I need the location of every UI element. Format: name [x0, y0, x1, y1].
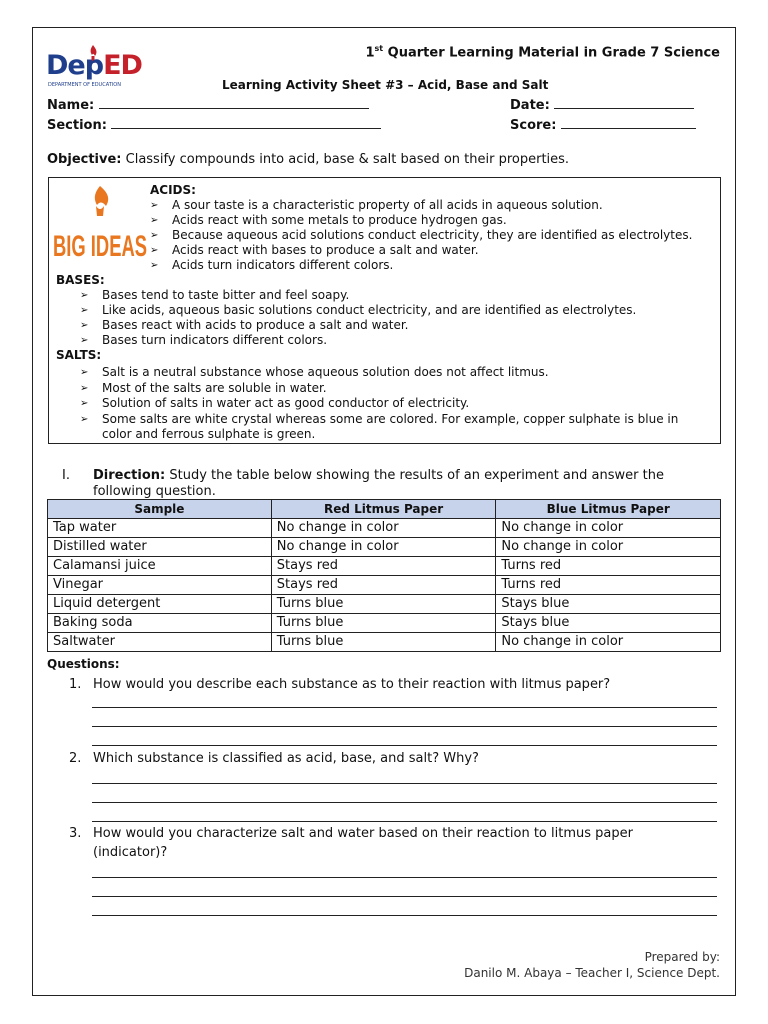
- bullet-arrow-icon: ➢: [150, 245, 159, 256]
- table-cell: Turns blue: [271, 595, 496, 614]
- bullet-arrow-icon: ➢: [80, 320, 89, 331]
- question-text-cont: (indicator)?: [93, 845, 168, 860]
- bullet-item: Acids react with some metals to produce hydrogen gas.: [172, 213, 507, 227]
- bullet-item: Acids react with bases to produce a salt and water.: [172, 243, 479, 257]
- author: Danilo M. Abaya – Teacher I, Science Dept.: [464, 966, 720, 980]
- bullet-item: Bases react with acids to produce a salt and water.: [102, 318, 409, 332]
- score-field[interactable]: Score:: [510, 116, 696, 133]
- table-row: [48, 576, 721, 595]
- answer-line[interactable]: [92, 896, 717, 897]
- deped-logo: [46, 44, 142, 88]
- bullet-item: Bases tend to taste bitter and feel soapy.: [102, 288, 350, 302]
- table-cell: No change in color: [496, 633, 721, 652]
- logo-subtitle: DEPARTMENT OF EDUCATION: [48, 82, 121, 88]
- table-cell: Stays red: [271, 576, 496, 595]
- bullet-arrow-icon: ➢: [80, 305, 89, 316]
- answer-line[interactable]: [92, 783, 717, 784]
- salts-heading: SALTS:: [56, 348, 102, 362]
- questions-heading: Questions:: [47, 657, 120, 671]
- bullet-item: Acids turn indicators different colors.: [172, 258, 394, 272]
- question-text: Which substance is classified as acid, base, and salt? Why?: [93, 751, 479, 766]
- bullet-arrow-icon: ➢: [80, 367, 89, 378]
- bullet-arrow-icon: ➢: [80, 335, 89, 346]
- answer-line[interactable]: [92, 915, 717, 916]
- table-cell: Baking soda: [48, 614, 272, 633]
- table-cell: Turns red: [496, 576, 721, 595]
- grade-line: 1st Quarter Learning Material in Grade 7 Science: [365, 44, 720, 61]
- bullet-arrow-icon: ➢: [80, 290, 89, 301]
- bases-heading: BASES:: [56, 273, 105, 287]
- table-cell: Saltwater: [48, 633, 272, 652]
- bullet-item: Most of the salts are soluble in water.: [102, 380, 327, 395]
- name-field[interactable]: Name:: [47, 96, 369, 113]
- bullet-arrow-icon: ➢: [150, 200, 159, 211]
- question-text: How would you describe each substance as to their reaction with litmus paper?: [93, 677, 611, 692]
- table-row: [48, 557, 721, 576]
- direction-numeral: I.: [62, 468, 70, 483]
- table-row: [48, 519, 721, 538]
- table-header: Red Litmus Paper: [271, 500, 496, 519]
- answer-line[interactable]: [92, 821, 717, 822]
- table-cell: Turns blue: [271, 614, 496, 633]
- table-cell: Stays blue: [496, 614, 721, 633]
- direction: Direction: Study the table below showing the results of an experiment and answer the: [93, 468, 664, 483]
- table-cell: Calamansi juice: [48, 557, 272, 576]
- bullet-item: Solution of salts in water act as good conductor of electricity.: [102, 396, 470, 410]
- table-cell: Stays blue: [496, 595, 721, 614]
- table-cell: No change in color: [496, 538, 721, 557]
- bullet-item: Bases turn indicators different colors.: [102, 333, 328, 347]
- table-cell: Turns blue: [271, 633, 496, 652]
- bullet-arrow-icon: ➢: [80, 382, 89, 394]
- table-header: Sample: [48, 500, 272, 519]
- bullet-item: color and ferrous sulphate is green.: [102, 427, 316, 441]
- table-cell: Stays red: [271, 557, 496, 576]
- table-cell: No change in color: [271, 538, 496, 557]
- direction-cont: following question.: [93, 484, 216, 499]
- bullet-arrow-icon: ➢: [150, 260, 159, 271]
- table-cell: Tap water: [48, 519, 272, 538]
- objective: Objective: Classify compounds into acid, base & salt based on their properties.: [47, 152, 570, 167]
- table-cell: Liquid detergent: [48, 595, 272, 614]
- answer-line[interactable]: [92, 877, 717, 878]
- bullet-item: A sour taste is a characteristic property of all acids in aqueous solution.: [172, 198, 603, 212]
- table-row: [48, 538, 721, 557]
- bullet-item: Salt is a neutral substance whose aqueous solution does not affect litmus.: [102, 365, 549, 379]
- bullet-item: Some salts are white crystal whereas some are colored. For example, copper sulphate is blue in: [102, 411, 679, 426]
- table-row: [48, 633, 721, 652]
- answer-line[interactable]: [92, 802, 717, 803]
- acids-heading: ACIDS:: [150, 183, 196, 197]
- answer-line[interactable]: [92, 745, 717, 746]
- bullet-arrow-icon: ➢: [80, 413, 89, 425]
- question-text: How would you characterize salt and water based on their reaction to litmus paper: [93, 826, 633, 841]
- logo-text: DepED: [46, 50, 142, 81]
- table-row: [48, 614, 721, 633]
- big-ideas-art: [51, 182, 149, 272]
- table-cell: Turns red: [496, 557, 721, 576]
- question-number: 1.: [69, 677, 82, 692]
- question-number: 3.: [69, 826, 82, 841]
- table-row: [48, 595, 721, 614]
- experiment-table: [47, 499, 721, 652]
- answer-line[interactable]: [92, 726, 717, 727]
- svg-text:BIG IDEAS: BIG IDEAS: [53, 230, 147, 263]
- bullet-arrow-icon: ➢: [150, 215, 159, 226]
- bullet-arrow-icon: ➢: [80, 398, 89, 409]
- table-cell: No change in color: [271, 519, 496, 538]
- bullet-arrow-icon: ➢: [150, 230, 159, 241]
- page-title: Learning Activity Sheet #3 – Acid, Base and Salt: [222, 78, 549, 92]
- prepared-by: Prepared by:: [644, 950, 720, 964]
- section-field[interactable]: Section:: [47, 116, 381, 133]
- answer-line[interactable]: [92, 707, 717, 708]
- date-field[interactable]: Date:: [510, 96, 694, 113]
- table-cell: No change in color: [496, 519, 721, 538]
- question-number: 2.: [69, 751, 82, 766]
- table-cell: Distilled water: [48, 538, 272, 557]
- bullet-item: Like acids, aqueous basic solutions conduct electricity, and are identified as electrolytes.: [102, 303, 637, 317]
- table-header: Blue Litmus Paper: [496, 500, 721, 519]
- table-cell: Vinegar: [48, 576, 272, 595]
- bullet-item: Because aqueous acid solutions conduct electricity, they are identified as electrolytes.: [172, 228, 693, 242]
